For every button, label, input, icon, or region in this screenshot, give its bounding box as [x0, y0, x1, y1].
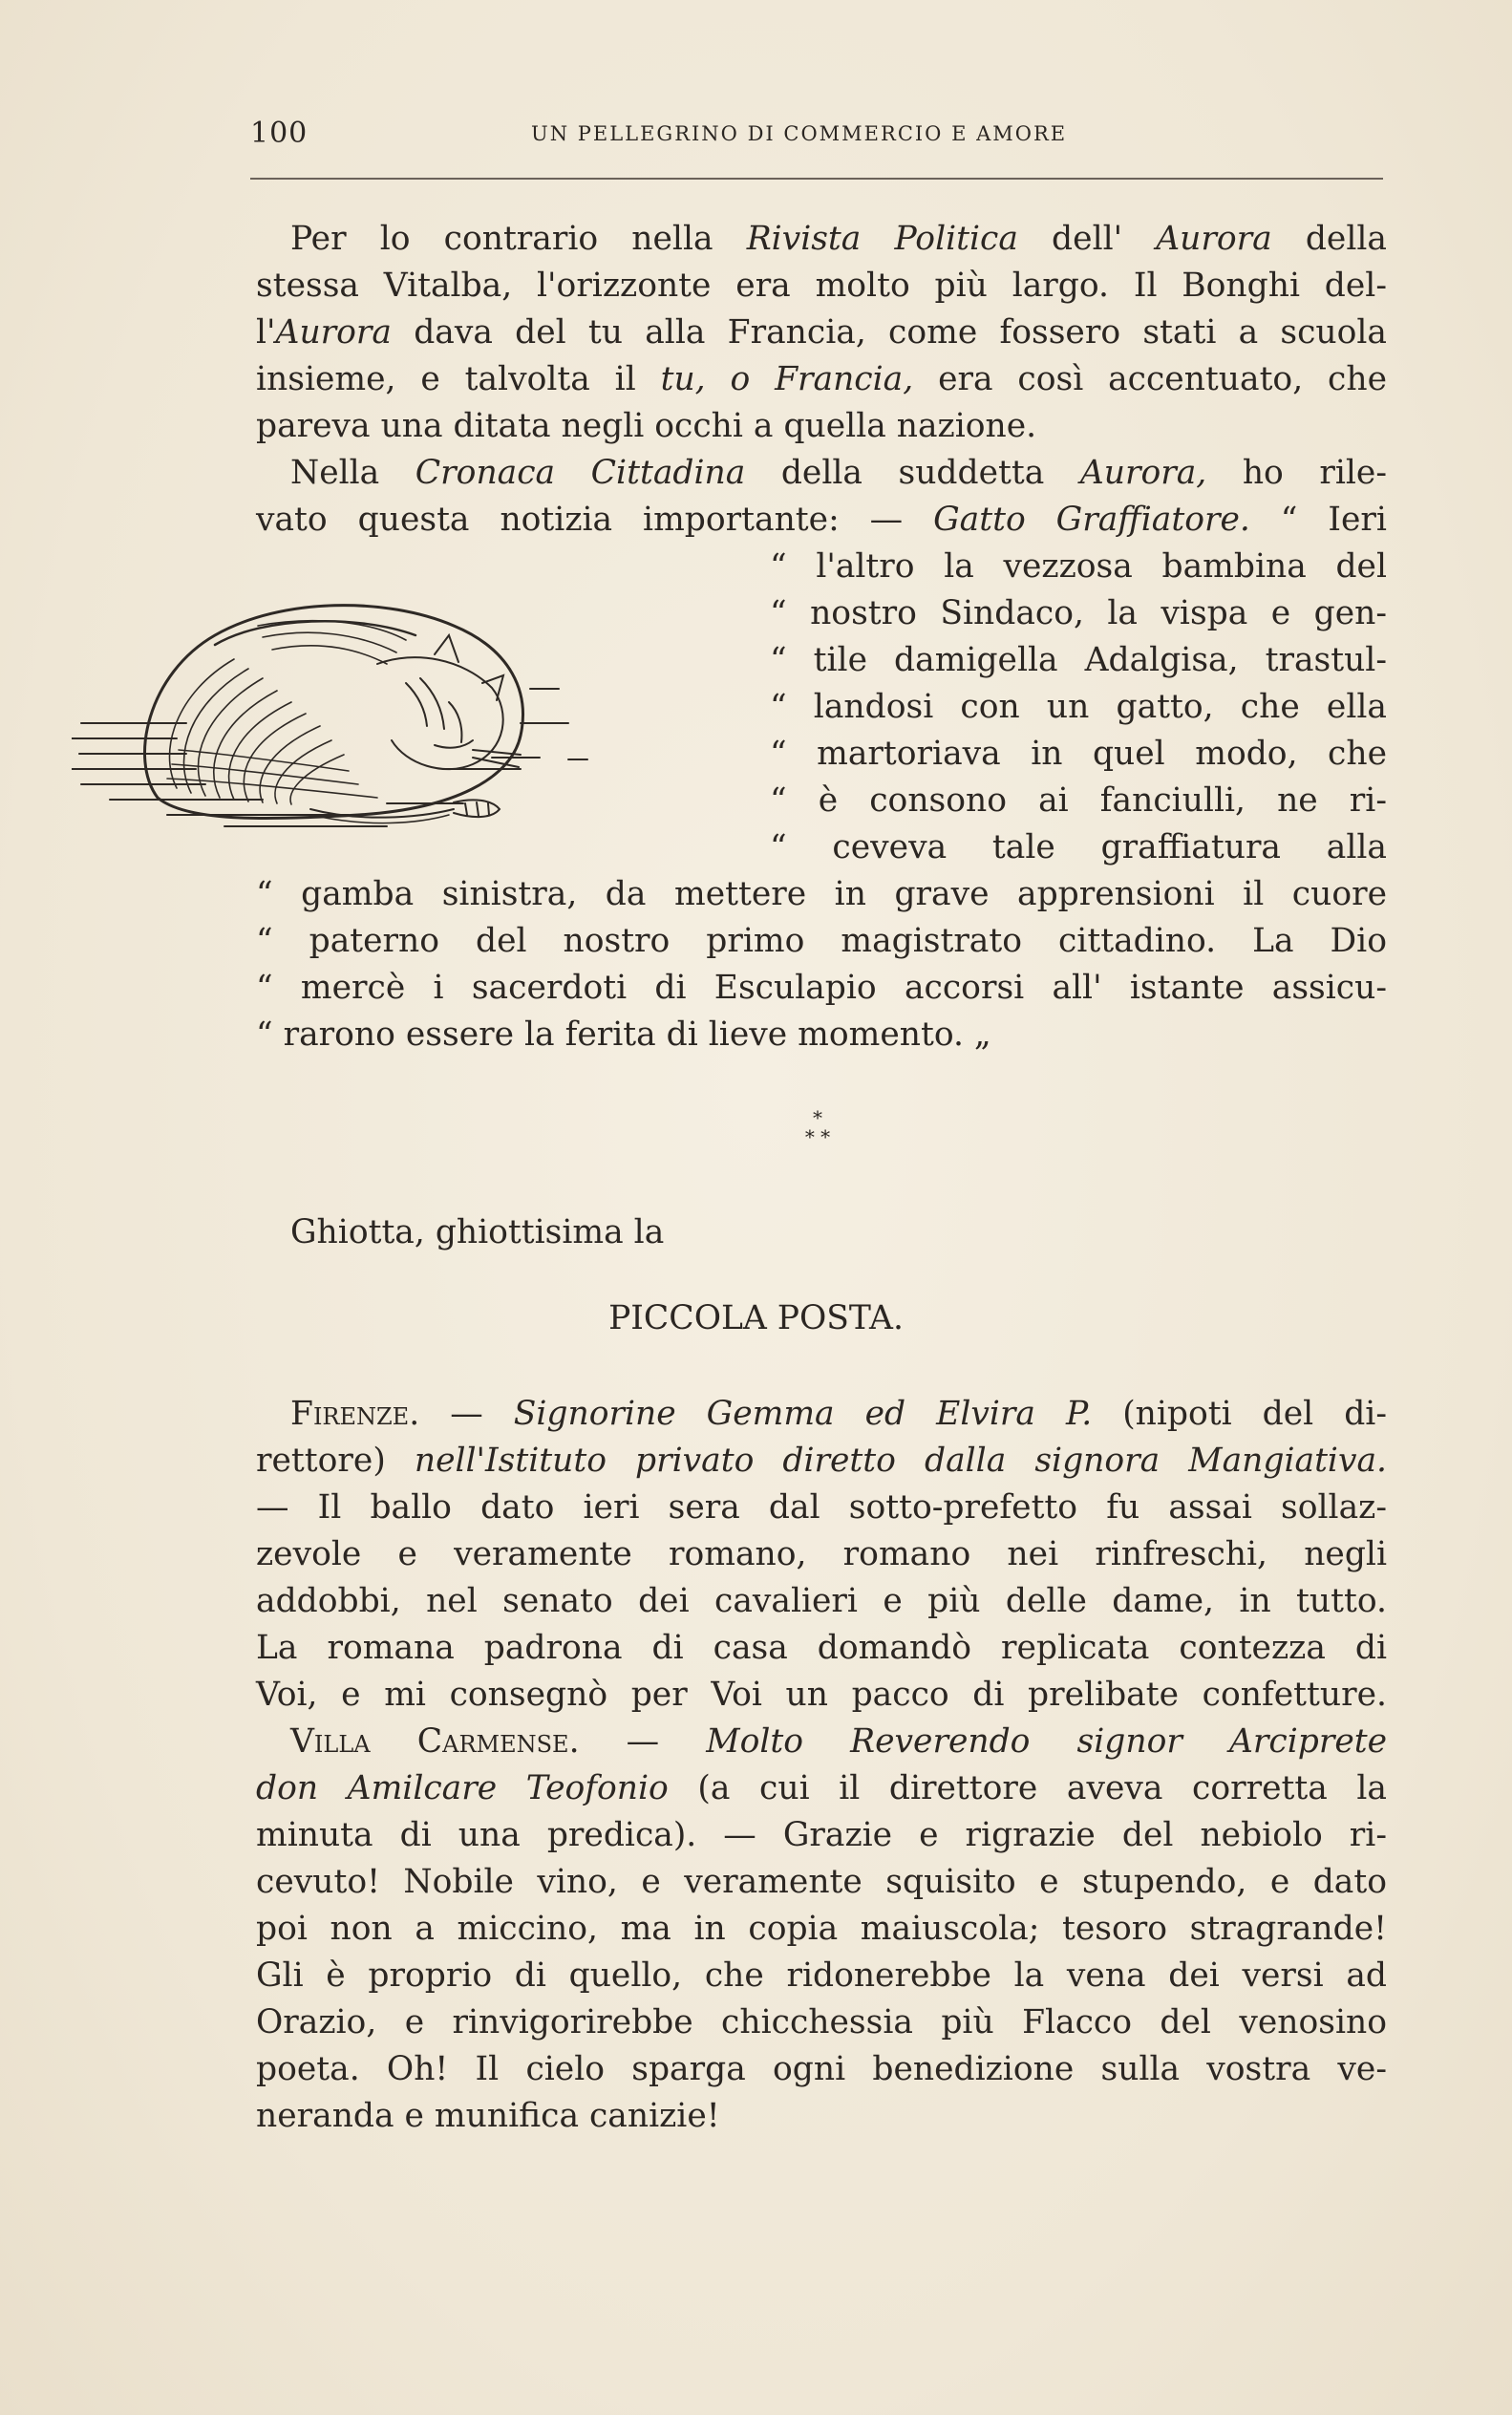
- quote-line: “ martoriava in quel modo, che: [770, 735, 1387, 773]
- separator-stars: * *: [804, 1125, 831, 1148]
- quote-line: “ nostro Sindaco, la vispa e gen-: [770, 594, 1387, 632]
- section-separator: [799, 1108, 837, 1146]
- quote-line: “ landosi con un gatto, che ella: [770, 688, 1387, 726]
- firenze-line7: Voi, e mi consegnò per Voi un pacco di prelibate confetture.: [256, 1676, 1387, 1714]
- villa-line1: Villa Carmense. — Molto Reverendo signor Arciprete: [290, 1722, 1388, 1761]
- villa-line2: don Amilcare Teofonio (a cui il direttore aveva corretta la: [256, 1769, 1387, 1807]
- villa-line7: Orazio, e rinvigorirebbe chicchessia più Flacco del venosino: [256, 2003, 1387, 2041]
- quote-line: “ è consono ai fanciulli, ne ri-: [770, 781, 1387, 820]
- villa-line6: Gli è proprio di quello, che ridonerebbe la vena dei versi ad: [256, 1956, 1387, 1995]
- para1-line2: stessa Vitalba, l'orizzonte era molto più largo. Il Bonghi del-: [256, 267, 1387, 305]
- villa-line4: cevuto! Nobile vino, e veramente squisito e stupendo, e dato: [256, 1863, 1387, 1901]
- para2-line2: vato questa notizia importante: — Gatto Graffiatore. “ Ieri: [256, 501, 1387, 539]
- quote-line: “ paterno del nostro primo magistrato cittadino. La Dio: [256, 922, 1387, 960]
- quote-line: “ mercè i sacerdoti di Esculapio accorsi all' istante assicu-: [256, 969, 1387, 1007]
- quote-line: “ ceveva tale graffiatura alla: [770, 828, 1387, 866]
- firenze-line4: zevole e veramente romano, romano nei rinfreschi, negli: [256, 1535, 1387, 1573]
- firenze-line2: rettore) nell'Istituto privato diretto dalla signora Mangiativa.: [256, 1442, 1387, 1480]
- ghiotta-line: Ghiotta, ghiottisima la: [290, 1213, 665, 1251]
- villa-line3: minuta di una predica). — Grazie e rigrazie del nebiolo ri-: [256, 1816, 1387, 1854]
- quote-line: “ tile damigella Adalgisa, trastul-: [770, 641, 1387, 679]
- header-rule: [250, 178, 1383, 180]
- firenze-line6: La romana padrona di casa domandò replicata contezza di: [256, 1629, 1387, 1667]
- section-title: PICCOLA POSTA.: [608, 1299, 904, 1337]
- separator-star: *: [813, 1106, 822, 1129]
- quote-line: “ l'altro la vezzosa bambina del: [770, 547, 1387, 586]
- sleeping-cat-engraving-icon: [72, 559, 673, 865]
- firenze-line3: — Il ballo dato ieri sera dal sotto-prefetto fu assai sollaz-: [256, 1488, 1387, 1527]
- para1-line4: insieme, e talvolta il tu, o Francia, era così accentuato, che: [256, 360, 1387, 398]
- para1-line1: Per lo contrario nella Rivista Politica dell' Aurora della: [290, 220, 1387, 258]
- villa-line5: poi non a miccino, ma in copia maiuscola; tesoro stragrande!: [256, 1910, 1387, 1948]
- para2-line1: Nella Cronaca Cittadina della suddetta Aurora, ho rile-: [290, 454, 1387, 492]
- page-number: 100: [250, 117, 309, 150]
- para1-line5: pareva una ditata negli occhi a quella nazione.: [256, 407, 1037, 445]
- firenze-line1: Firenze. — Signorine Gemma ed Elvira P. (nipoti del di-: [290, 1395, 1388, 1433]
- running-title: UN PELLEGRINO DI COMMERCIO E AMORE: [531, 122, 1068, 145]
- quote-line: “ gamba sinistra, da mettere in grave apprensioni il cuore: [256, 875, 1387, 913]
- firenze-line5: addobbi, nel senato dei cavalieri e più delle dame, in tutto.: [256, 1582, 1387, 1620]
- para1-line3: l'Aurora dava del tu alla Francia, come fossero stati a scuola: [256, 313, 1387, 352]
- quote-line: “ rarono essere la ferita di lieve momento. „: [256, 1015, 991, 1054]
- villa-line9: neranda e munifica canizie!: [256, 2097, 720, 2135]
- villa-line8: poeta. Oh! Il cielo sparga ogni benedizione sulla vostra ve-: [256, 2050, 1387, 2088]
